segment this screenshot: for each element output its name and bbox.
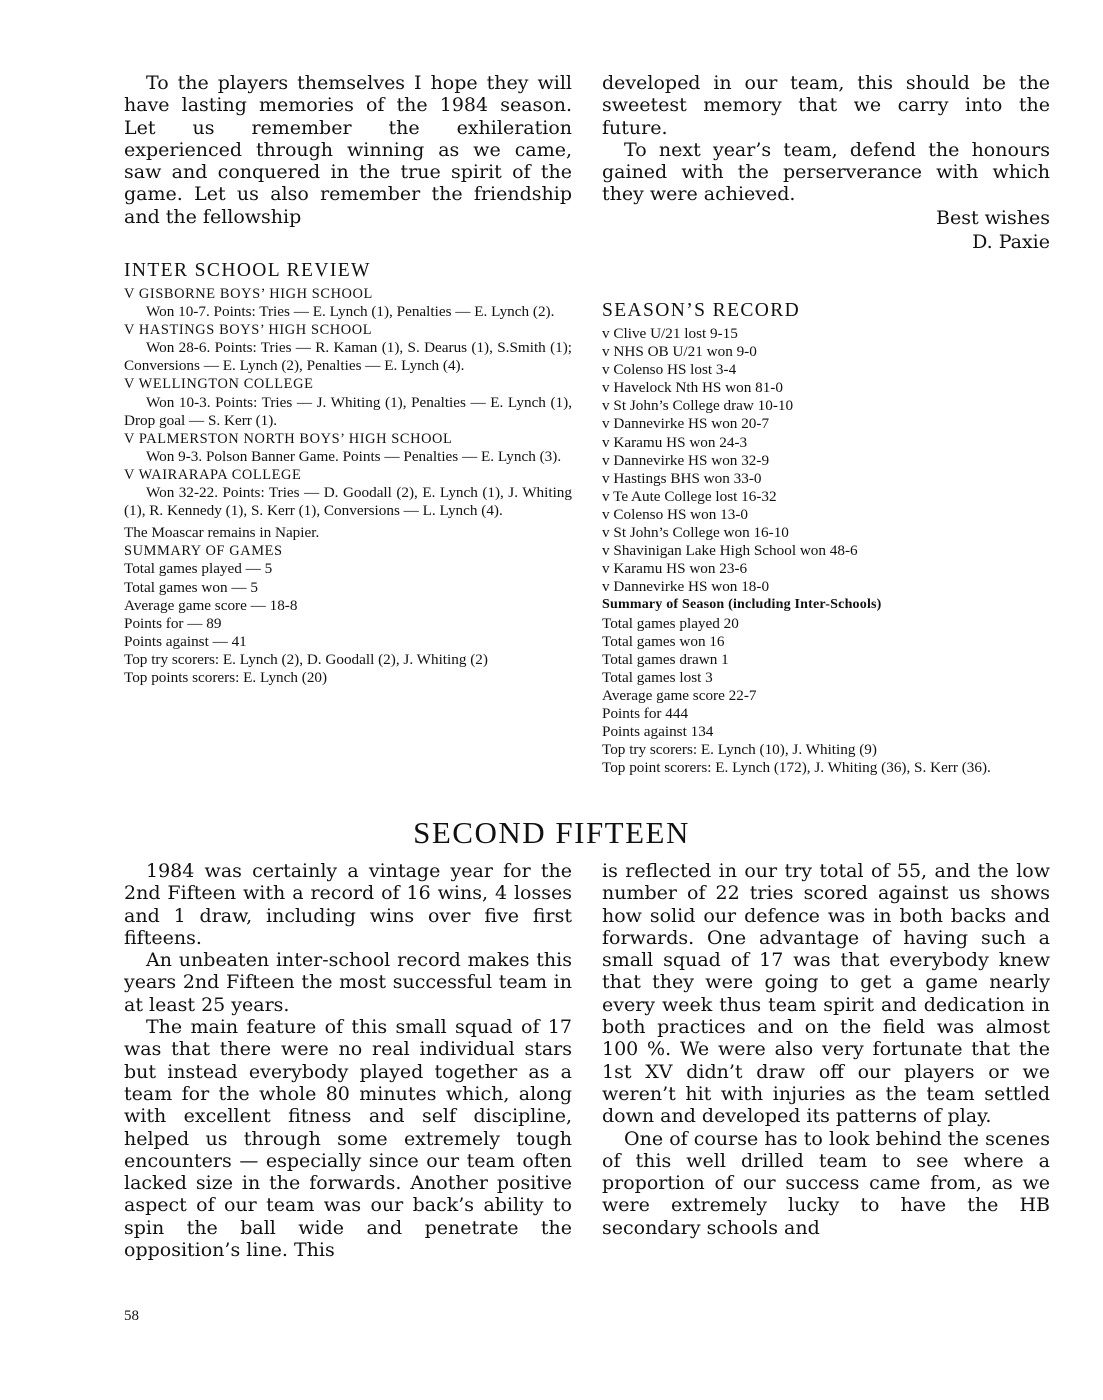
page-number: 58 <box>124 1308 139 1324</box>
inter-school-heading: INTER SCHOOL REVIEW <box>124 260 371 281</box>
summary-line: Total games won — 5 <box>124 578 258 596</box>
article-paragraph: 1984 was certainly a vintage year for the 2nd Fifteen with a record of 16 wins, 4 losses and 1 draw, including wins over five first fifteens. <box>124 860 572 949</box>
second-fifteen-right-column <box>602 860 1050 1239</box>
article-paragraph: One of course has to look behind the scenes of this well drilled team to see where a proportion of our success came from, as we were extremely lucky to have the HB secondary schools and <box>602 1127 1050 1239</box>
article-paragraph: is reflected in our try total of 55, and the low number of 22 tries scored against us shows how solid our defence was in both backs and forwards. One advantage of having such a small squad of 17 was that everybody knew that they were going to get a game nearly every week thus team spirit and dedication in both practices and on the field was almost 100 %. We were also very fortunate that the 1st XV didn’t draw off our players or we weren’t hit with injuries as the team settled down and developed its patterns of play. <box>602 860 1050 1128</box>
section-title-second-fifteen: SECOND FIFTEEN <box>413 815 690 850</box>
match-opponent: V GISBORNE BOYS’ HIGH SCHOOL <box>124 286 373 302</box>
season-game: v Karamu HS won 24-3 <box>602 433 748 451</box>
summary-line: Average game score — 18-8 <box>124 596 298 614</box>
season-summary-line: Total games drawn 1 <box>602 650 729 668</box>
second-fifteen-left-column <box>124 860 572 1261</box>
season-record <box>602 300 1050 777</box>
summary-line: Points against — 41 <box>124 632 247 650</box>
season-game: v Havelock Nth HS won 81-0 <box>602 379 783 397</box>
match-details: Won 9-3. Polson Banner Game. Points — Penalties — E. Lynch (3). <box>146 447 562 465</box>
article-paragraph: An unbeaten inter-school record makes this years 2nd Fifteen the most successful team in at least 25 years. <box>124 949 572 1016</box>
match-details: Won 10-7. Points: Tries — E. Lynch (1), Penalties — E. Lynch (2). <box>146 303 555 321</box>
season-game: v St John’s College draw 10-10 <box>602 397 794 415</box>
intro-paragraph-left: To the players themselves I hope they will have lasting memories of the 1984 season. Let us remember the exhileration experienced through winning as we came, saw and conquered in the true spirit of the game. Let us also remember the friendship and the fellowship <box>124 72 572 228</box>
season-game: v Colenso HS won 13-0 <box>602 505 748 523</box>
season-summary-line: Total games won 16 <box>602 632 725 650</box>
season-game: v NHS OB U/21 won 9-0 <box>602 343 757 361</box>
season-summary-line: Top try scorers: E. Lynch (10), J. Whiting (9) <box>602 741 877 759</box>
summary-line: Points for — 89 <box>124 614 222 632</box>
inter-school-review <box>124 260 572 687</box>
season-game: v Colenso HS lost 3-4 <box>602 361 737 379</box>
signature: D. Paxie <box>972 230 1050 253</box>
intro-left-column <box>124 72 572 228</box>
summary-line: Total games played — 5 <box>124 560 273 578</box>
intro-right-column <box>602 72 1050 254</box>
season-game: v Dannevirke HS won 32-9 <box>602 451 770 469</box>
season-game: v Dannevirke HS won 20-7 <box>602 415 770 433</box>
signoff: Best wishes <box>936 206 1050 229</box>
season-summary-line: Top point scorers: E. Lynch (172), J. Whiting (36), S. Kerr (36). <box>602 759 991 777</box>
season-game: v Te Aute College lost 16-32 <box>602 487 777 505</box>
season-summary-line: Total games lost 3 <box>602 668 713 686</box>
match-details: Won 32-22. Points: Tries — D. Goodall (2), E. Lynch (1), J. Whiting (1), R. Kennedy (1), S. Kerr (1), Conversions — L. Lynch (4). <box>124 484 572 520</box>
season-summary-heading: Summary of Season (including Inter-Schools) <box>602 597 882 613</box>
summary-line: Top points scorers: E. Lynch (20) <box>124 668 328 686</box>
season-summary-line: Average game score 22-7 <box>602 686 757 704</box>
season-game: v Karamu HS won 23-6 <box>602 560 748 578</box>
match-details: Won 10-3. Points: Tries — J. Whiting (1), Penalties — E. Lynch (1), Drop goal — S. Kerr (1). <box>124 393 572 429</box>
season-summary-line: Points for 444 <box>602 704 689 722</box>
season-game: v Shavinigan Lake High School won 48-6 <box>602 542 858 560</box>
intro-paragraph-right-2: To next year’s team, defend the honours gained with the perserverance with which they were achieved. <box>602 138 1050 206</box>
match-details: Won 28-6. Points: Tries — R. Kaman (1), S. Dearus (1), S.Smith (1); Conversions — E. Lynch (2), Penalties — E. Lynch (4). <box>124 339 572 375</box>
intro-paragraph-right-1: developed in our team, this should be the sweetest memory that we carry into the future. <box>602 72 1050 139</box>
match-opponent: V HASTINGS BOYS’ HIGH SCHOOL <box>124 322 373 339</box>
season-game: v St John’s College won 16-10 <box>602 524 789 542</box>
season-summary-line: Total games played 20 <box>602 614 739 632</box>
summary-of-games-heading: SUMMARY OF GAMES <box>124 543 283 560</box>
season-summary-line: Points against 134 <box>602 723 714 741</box>
article-paragraph: The main feature of this small squad of 17 was that there were no real individual stars but instead everybody played together as a team for the whole 80 minutes which, along with excellent fitness and self discipline, helped us through some extremely tough encounters — especially since our team often lacked size in the forwards. Another positive aspect of our team was our back’s ability to spin the ball wide and penetrate the opposition’s line. This <box>124 1016 572 1262</box>
moascar-note: The Moascar remains in Napier. <box>124 524 320 542</box>
season-game: v Dannevirke HS won 18-0 <box>602 578 770 596</box>
match-opponent: V PALMERSTON NORTH BOYS’ HIGH SCHOOL <box>124 430 453 447</box>
season-record-heading: SEASON’S RECORD <box>602 300 801 321</box>
summary-line: Top try scorers: E. Lynch (2), D. Goodall (2), J. Whiting (2) <box>124 650 488 668</box>
match-opponent: V WAIRARAPA COLLEGE <box>124 466 302 483</box>
match-opponent: V WELLINGTON COLLEGE <box>124 376 314 393</box>
season-game: v Hastings BHS won 33-0 <box>602 469 762 487</box>
season-game: v Clive U/21 lost 9-15 <box>602 325 738 342</box>
